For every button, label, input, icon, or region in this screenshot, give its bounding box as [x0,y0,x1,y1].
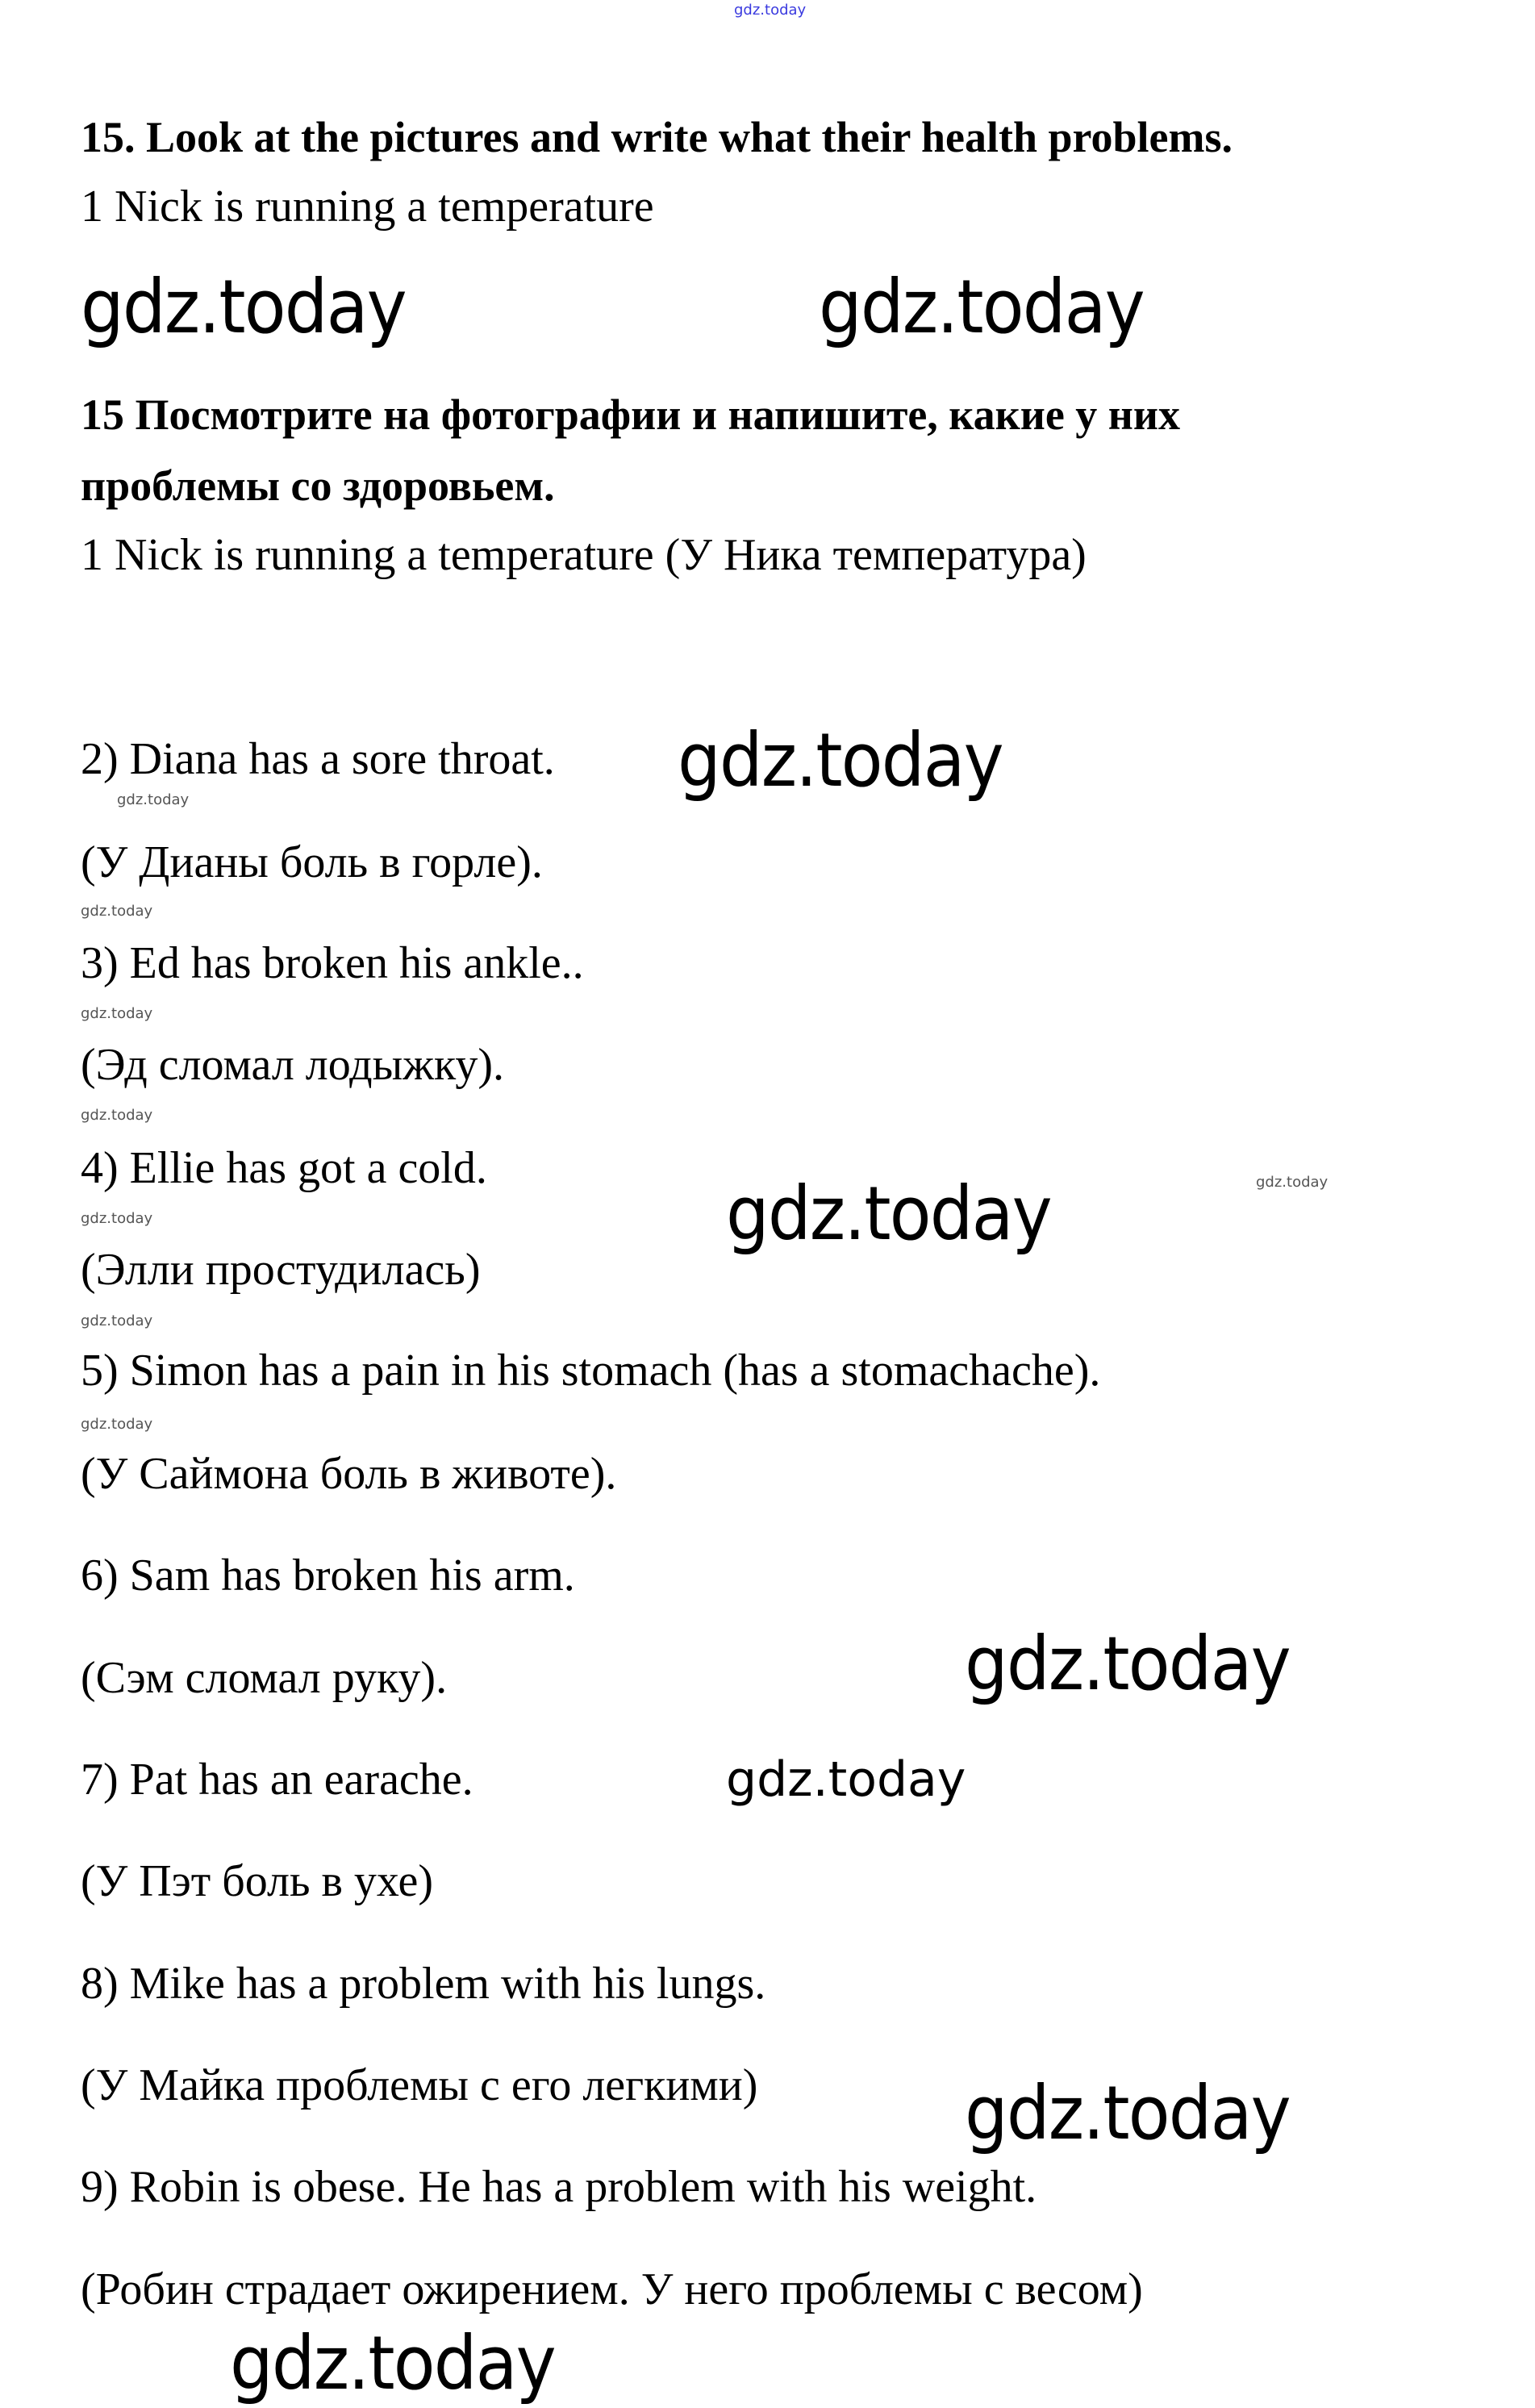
watermark: gdz.today [81,1416,153,1433]
watermark: gdz.today [81,264,406,350]
answer-en: 9) Robin is obese. He has a problem with his weight. [81,2162,1037,2212]
answer-ru: (Сэм сломал руку). [81,1653,448,1703]
answer-en: 5) Simon has a pain in his stomach (has a stomachache). [81,1346,1101,1396]
answer-ru: (У Саймона боль в животе). [81,1449,617,1499]
watermark: gdz.today [726,1171,1051,1257]
answer-en: 4) Ellie has got a cold. [81,1143,487,1193]
exercise-title-ru-2: проблемы со здоровьем. [81,461,555,510]
watermark: gdz.today [965,1621,1290,1707]
answer-en: 2) Diana has a sore throat. [81,734,555,784]
exercise-title-en: 15. Look at the pictures and write what their health problems. [81,113,1233,161]
watermark: gdz.today [81,1313,153,1329]
answer-en: 8) Mike has a problem with his lungs. [81,1959,766,2009]
watermark: gdz.today [81,1005,153,1022]
watermark: gdz.today [726,1751,966,1808]
watermark: gdz.today [965,2070,1290,2156]
watermark: gdz.today [1256,1174,1329,1191]
answer-en: 6) Sam has broken his arm. [81,1550,575,1600]
answer-ru: (У Дианы боль в горле). [81,837,543,887]
watermark: gdz.today [734,2,807,19]
answer-ru: (Робин страдает ожирением. У него проблемы с весом) [81,2264,1143,2314]
watermark: gdz.today [678,717,1003,803]
watermark: gdz.today [230,2320,555,2406]
example-ru: 1 Nick is running a temperature (У Ника температура) [81,530,1087,580]
watermark: gdz.today [117,791,190,808]
answer-ru: (У Майка проблемы с его легкими) [81,2060,758,2110]
watermark: gdz.today [81,1210,153,1227]
watermark: gdz.today [81,1107,153,1124]
answer-ru: (У Пэт боль в ухе) [81,1856,434,1906]
watermark: gdz.today [81,903,153,920]
exercise-title-ru: 15 Посмотрите на фотографии и напишите, какие у них [81,390,1181,439]
answer-en: 3) Ed has broken his ankle.. [81,938,584,988]
watermark: gdz.today [819,264,1144,350]
example-en: 1 Nick is running a temperature [81,182,654,232]
answer-ru: (Элли простудилась) [81,1245,481,1295]
answer-ru: (Эд сломал лодыжку). [81,1040,504,1090]
answer-en: 7) Pat has an earache. [81,1755,473,1805]
